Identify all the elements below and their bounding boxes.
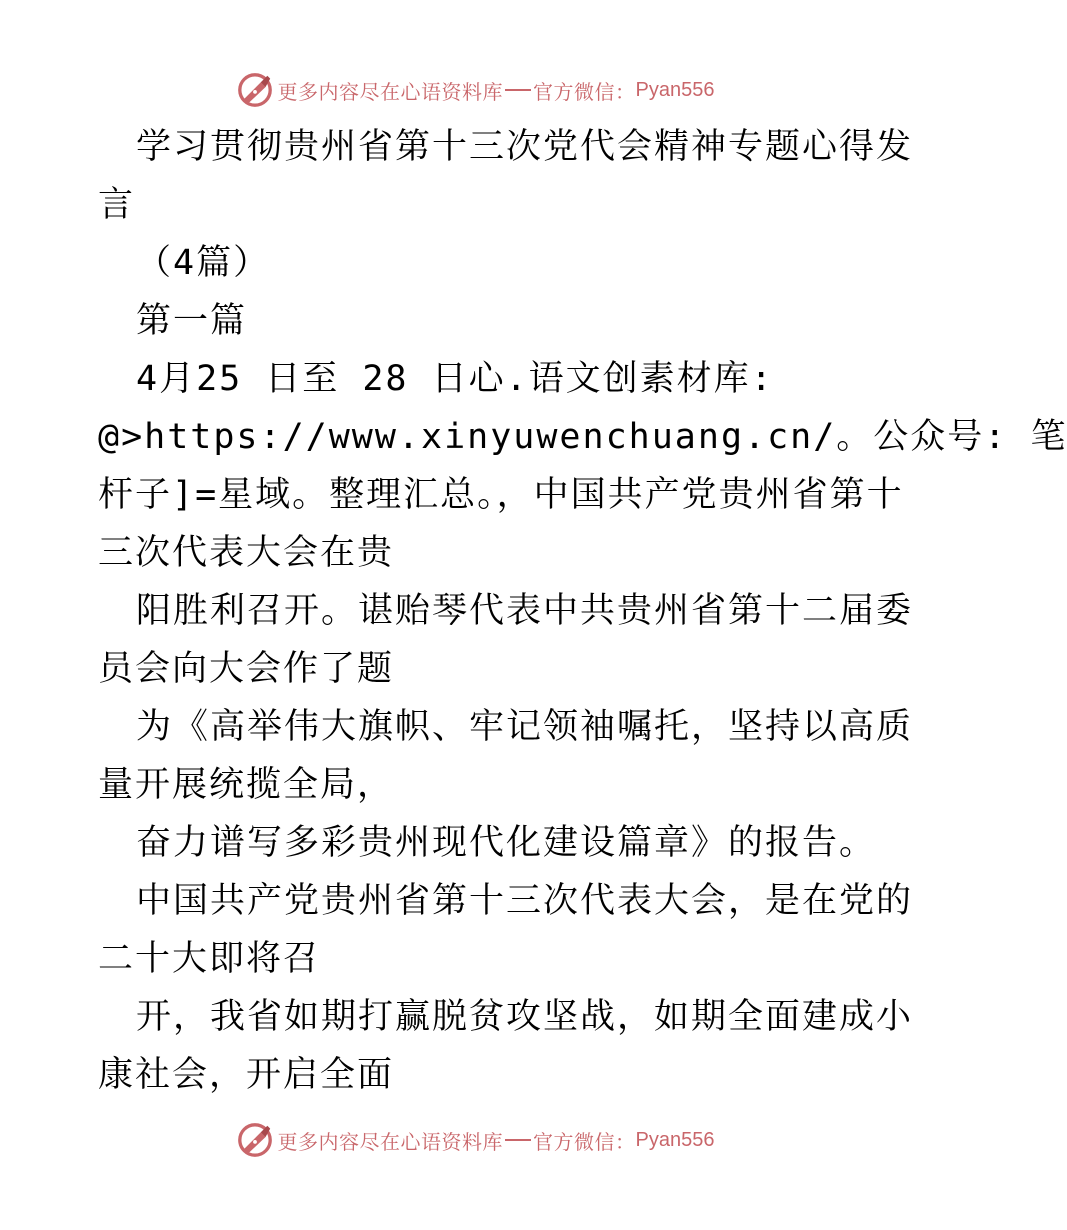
watermark-text: 更多内容尽在心语资料库: [277, 1129, 504, 1154]
document-line: 员会向大会作了题: [98, 649, 395, 689]
document-line: @>https://www.xinyuwenchuang.cn/。公众号: 笔: [98, 417, 1067, 457]
document-line: 康社会，开启全面: [98, 1055, 395, 1095]
document-line: 学习贯彻贵州省第十三次党代会精神专题心得发: [136, 127, 914, 167]
document-line: 阳胜利召开。谌贻琴代表中共贵州省第十二届委: [136, 591, 914, 631]
watermark-dash: [505, 89, 531, 91]
document-line: 第一篇: [136, 301, 248, 341]
watermark-account: Pyan556: [635, 78, 715, 101]
document-line: 量开展统揽全局，: [98, 765, 395, 805]
document-line: 4月25 日至 28 日心.语文创素材库:: [136, 359, 774, 399]
watermark-text: 更多内容尽在心语资料库: [277, 79, 504, 104]
document-line: 二十大即将召: [98, 939, 321, 979]
document-line: 言: [98, 185, 136, 225]
header-watermark: [0, 68, 950, 112]
document-line: 奋力谱写多彩贵州现代化建设篇章》的报告。: [136, 823, 877, 863]
footer-watermark: [0, 1118, 950, 1162]
document-line: 三次代表大会在贵: [98, 533, 395, 573]
watermark-official: 官方微信：: [533, 79, 636, 104]
watermark-dash: [505, 1139, 531, 1141]
watermark-official: 官方微信：: [533, 1129, 636, 1154]
watermark-account: Pyan556: [635, 1128, 715, 1151]
document-line: 为《高举伟大旗帜、牢记领袖嘱托，坚持以高质: [136, 707, 914, 747]
document-body: [98, 118, 1067, 1104]
document-line: 杆子]=星域。整理汇总。，中国共产党贵州省第十: [98, 475, 904, 515]
pen-nib-logo-icon: [236, 71, 274, 109]
pen-nib-logo-icon: [236, 1121, 274, 1159]
document-line: 中国共产党贵州省第十三次代表大会，是在党的: [136, 881, 914, 921]
document-line: （4篇）: [136, 243, 271, 283]
document-line: 开，我省如期打赢脱贫攻坚战，如期全面建成小: [136, 997, 914, 1037]
